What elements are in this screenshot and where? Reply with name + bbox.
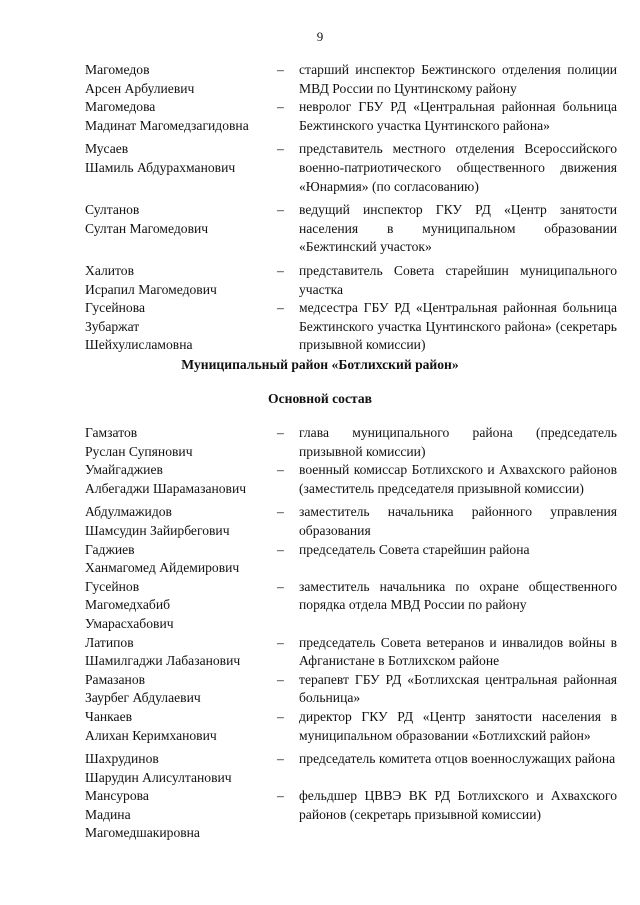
subsection-title: Основной состав bbox=[268, 391, 372, 406]
member-entry bbox=[0, 708, 640, 745]
member-name-line: Зубаржат bbox=[85, 318, 140, 334]
member-name bbox=[0, 503, 277, 540]
member-entry bbox=[0, 541, 640, 578]
dash-separator: – bbox=[277, 788, 284, 804]
member-name-line: Шамилгаджи Лабазанович bbox=[85, 653, 241, 669]
member-entry bbox=[0, 503, 640, 540]
member-entry bbox=[0, 98, 640, 135]
member-name bbox=[0, 262, 277, 299]
member-name-line: Умарасхабович bbox=[85, 615, 174, 631]
member-name bbox=[0, 201, 277, 257]
member-name-line: Мансурова bbox=[85, 788, 149, 804]
member-name-line: Гамзатов bbox=[85, 425, 138, 440]
member-name-line: Шейхулисламовна bbox=[85, 337, 193, 353]
member-name-line: Рамазанов bbox=[85, 671, 146, 687]
dash-separator: – bbox=[277, 708, 284, 724]
member-name-line: Умайгаджиев bbox=[85, 462, 163, 478]
member-name-line: Султанов bbox=[85, 202, 140, 218]
member-name-line: Мадина bbox=[85, 806, 131, 822]
member-name-line: Гусейнова bbox=[85, 300, 145, 316]
member-role: заместитель начальника районного управления образования bbox=[299, 504, 617, 538]
member-name-line: Исрапил Магомедович bbox=[85, 281, 217, 297]
member-role: представитель местного отделения Всероссийского военно-патриотического общественного движения «Юнармия» (по согласованию) bbox=[299, 141, 617, 194]
member-name bbox=[0, 299, 277, 355]
member-role: старший инспектор Бежтинского отделения полиции МВД России по Цунтинскому району bbox=[299, 62, 617, 96]
member-name bbox=[0, 61, 277, 98]
member-name bbox=[0, 140, 277, 196]
member-name-line: Заурбег Абдулаевич bbox=[85, 690, 201, 706]
member-name bbox=[0, 750, 277, 787]
member-name-line: Арсен Арбулиевич bbox=[85, 80, 195, 96]
member-name-line: Магомедова bbox=[85, 99, 156, 115]
commission-list-1 bbox=[0, 61, 640, 355]
member-name bbox=[0, 461, 277, 498]
member-role: фельдшер ЦВВЭ ВК РД Ботлихского и Ахвахского районов (секретарь призывной комиссии) bbox=[299, 788, 617, 822]
member-name bbox=[0, 634, 277, 671]
member-entry bbox=[0, 750, 640, 787]
member-name-line: Гусейнов bbox=[85, 578, 140, 594]
dash-separator: – bbox=[277, 671, 284, 687]
dash-separator: – bbox=[277, 504, 284, 520]
member-name-line: Алихан Керимханович bbox=[85, 727, 217, 743]
section-title: Муниципальный район «Ботлихский район» bbox=[181, 357, 459, 372]
member-role: председатель Совета старейшин района bbox=[299, 541, 530, 557]
member-name-line: Абдулмажидов bbox=[85, 504, 172, 520]
dash-separator: – bbox=[277, 751, 284, 767]
dash-separator: – bbox=[277, 99, 284, 115]
member-role: представитель Совета старейшин муниципального участка bbox=[299, 262, 617, 297]
member-role: директор ГКУ РД «Центр занятости населения в муниципальном образовании «Ботлихский район» bbox=[299, 708, 617, 743]
member-name-line: Мусаев bbox=[85, 141, 129, 157]
dash-separator: – bbox=[277, 541, 284, 557]
member-name-line: Гаджиев bbox=[85, 541, 135, 557]
member-name-line: Шарудин Алисултанович bbox=[85, 769, 232, 785]
member-entry bbox=[0, 201, 640, 257]
member-entry bbox=[0, 787, 640, 843]
member-role: терапевт ГБУ РД «Ботлихская центральная районная больница» bbox=[299, 671, 617, 706]
member-entry bbox=[0, 61, 640, 98]
member-name-line: Албегаджи Шарамазанович bbox=[85, 480, 247, 496]
member-name-line: Руслан Супянович bbox=[85, 443, 193, 459]
member-role: председатель комитета отцов военнослужащих района bbox=[299, 751, 616, 767]
member-name-line: Латипов bbox=[85, 634, 134, 650]
member-role: медсестра ГБУ РД «Центральная районная больница Бежтинского участка Цунтинского района» (секретарь призывной комиссии) bbox=[299, 300, 617, 353]
dash-separator: – bbox=[277, 578, 284, 594]
member-role: невролог ГБУ РД «Центральная районная больница Бежтинского участка Цунтинского района» bbox=[299, 99, 617, 133]
dash-separator: – bbox=[277, 141, 284, 157]
member-role: заместитель начальника по охране общественного порядка отдела МВД России по району bbox=[299, 578, 617, 613]
member-name-line: Магомедхабиб bbox=[85, 597, 171, 613]
member-name bbox=[0, 787, 277, 843]
member-name-line: Магомедшакировна bbox=[85, 825, 200, 841]
member-name-line: Халитов bbox=[85, 262, 135, 278]
dash-separator: – bbox=[277, 62, 284, 77]
dash-separator: – bbox=[277, 462, 284, 478]
member-name-line: Магомедов bbox=[85, 62, 150, 77]
member-entry bbox=[0, 140, 640, 196]
member-name bbox=[0, 424, 277, 461]
member-entry bbox=[0, 299, 640, 355]
member-name-line: Шамсудин Зайирбегович bbox=[85, 522, 230, 538]
member-name bbox=[0, 671, 277, 708]
member-name-line: Шахрудинов bbox=[85, 751, 159, 767]
member-name-line: Султан Магомедович bbox=[85, 220, 209, 236]
member-name-line: Чанкаев bbox=[85, 708, 133, 724]
member-role: ведущий инспектор ГКУ РД «Центр занятости населения в муниципальном образовании «Бежтинский участок» bbox=[299, 202, 617, 255]
dash-separator: – bbox=[277, 262, 284, 278]
member-name bbox=[0, 541, 277, 578]
dash-separator: – bbox=[277, 425, 284, 440]
member-name bbox=[0, 98, 277, 135]
member-entry bbox=[0, 424, 640, 461]
dash-separator: – bbox=[277, 634, 284, 650]
member-entry bbox=[0, 671, 640, 708]
dash-separator: – bbox=[277, 202, 284, 218]
member-name bbox=[0, 708, 277, 745]
member-role: военный комиссар Ботлихского и Ахвахского районов (заместитель председателя призывной комиссии) bbox=[299, 462, 617, 496]
member-entry bbox=[0, 578, 640, 634]
member-role: глава муниципального района (председатель призывной комиссии) bbox=[299, 425, 617, 459]
member-entry bbox=[0, 461, 640, 498]
member-name-line: Мадинат Магомедзагидовна bbox=[85, 117, 249, 133]
dash-separator: – bbox=[277, 300, 284, 316]
page-number: 9 bbox=[316, 29, 324, 44]
commission-list-2 bbox=[0, 424, 640, 843]
member-entry bbox=[0, 262, 640, 299]
member-name-line: Ханмагомед Айдемирович bbox=[85, 560, 240, 576]
member-entry bbox=[0, 634, 640, 671]
member-name bbox=[0, 578, 277, 634]
member-role: председатель Совета ветеранов и инвалидов войны в Афганистане в Ботлихском районе bbox=[299, 634, 617, 669]
member-name-line: Шамиль Абдурахманович bbox=[85, 159, 236, 175]
